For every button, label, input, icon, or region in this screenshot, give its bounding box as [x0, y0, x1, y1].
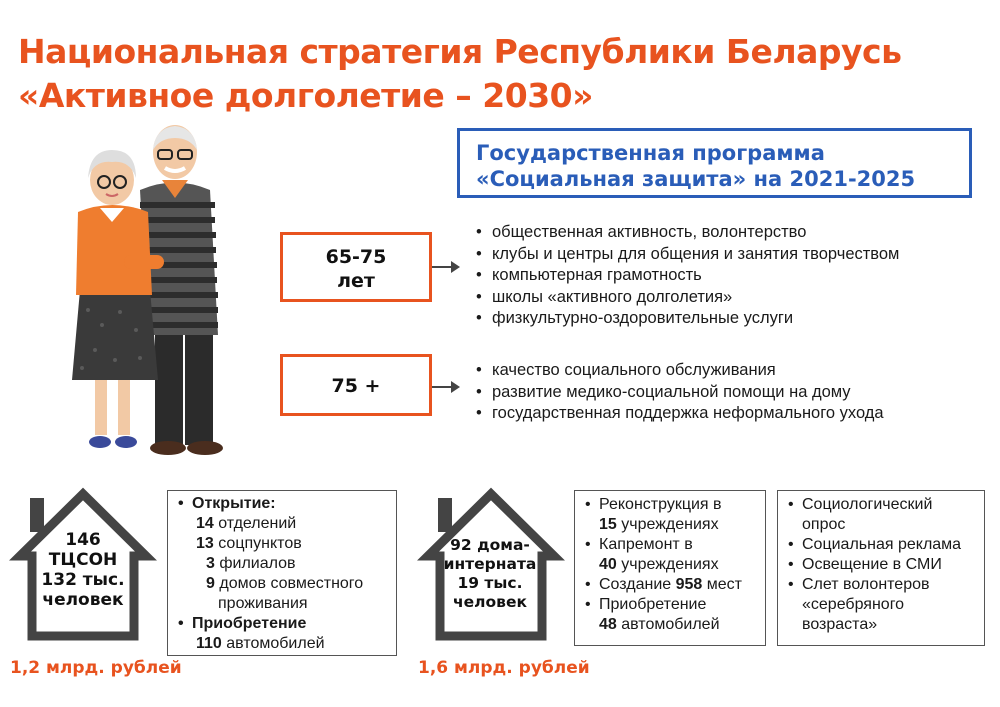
age-group-label-sub: лет [337, 270, 375, 292]
house-1-funding: 1,2 млрд. рублей [10, 658, 182, 678]
box3-item: • Социологический [802, 495, 984, 515]
list-item: • клубы и центры для общения и занятия творчеством [474, 244, 899, 266]
box1-heading-purchase: • Приобретение [192, 614, 396, 634]
list-item: • развитие медико-социальной помощи на дому [474, 382, 884, 404]
box1-text: домов совместного [219, 575, 364, 592]
box1-row [192, 574, 396, 594]
page-title [18, 30, 988, 118]
house-1-type: ТЦСОН [48, 550, 118, 570]
box3-item: возраста» [802, 616, 878, 633]
box3-item: • Слет волонтеров [802, 575, 984, 595]
box2-text: учреждениях [621, 556, 719, 573]
house-1-people: 132 тыс. [41, 570, 125, 590]
box2-row [599, 555, 765, 575]
program-box [457, 128, 972, 198]
age-group-65-75-list [474, 222, 899, 330]
box2-text: мест [706, 576, 743, 593]
title-line-2: «Активное долголетие – 2030» [18, 76, 593, 115]
age-group-label: 65-75 [325, 246, 387, 268]
list-item: • компьютерная грамотность [474, 265, 899, 287]
house-1-count: 146 [65, 530, 101, 550]
house-2-type: интерната [443, 555, 537, 573]
box2-row [599, 575, 765, 595]
box1-heading-opening: • Открытие: [192, 494, 396, 514]
house-2-caption [430, 536, 550, 612]
program-line-2: «Социальная защита» на 2021-2025 [476, 167, 916, 191]
age-group-75-plus-list [474, 360, 884, 425]
title-line-1: Национальная стратегия Республики Беларусь [18, 32, 902, 71]
house-2-count: 92 дома- [450, 536, 530, 554]
box1-text: проживания [218, 595, 308, 612]
info-box-outreach [777, 490, 985, 646]
box1-number: 14 [196, 515, 214, 532]
box3-item: «серебряного [802, 596, 905, 613]
box1-row [192, 534, 396, 554]
age-group-label: 75 + [331, 375, 381, 397]
program-line-1: Государственная программа [476, 141, 825, 165]
list-item: • школы «активного долголетия» [474, 287, 899, 309]
box1-text: отделений [218, 515, 297, 532]
box1-row [192, 514, 396, 534]
box1-text: соцпунктов [218, 535, 302, 552]
house-2-people-unit: человек [453, 593, 527, 611]
house-1-people-unit: человек [42, 590, 124, 610]
box3-item: • Социальная реклама [802, 535, 984, 555]
box1-text: автомобилей [226, 635, 325, 652]
box2-item: • Приобретение [599, 595, 765, 615]
house-2-funding: 1,6 млрд. рублей [418, 658, 590, 678]
list-item: • качество социального обслуживания [474, 360, 884, 382]
list-item: • общественная активность, волонтерство [474, 222, 899, 244]
box2-text: автомобилей [621, 616, 720, 633]
box2-item: • Капремонт в [599, 535, 765, 555]
list-item: • физкультурно-оздоровительные услуги [474, 308, 899, 330]
box2-text: Создание [599, 576, 672, 593]
arrow-right-icon [432, 386, 458, 388]
box1-text: филиалов [219, 555, 296, 572]
info-box-tcson [167, 490, 397, 656]
box3-item: • Освещение в СМИ [802, 555, 984, 575]
box2-item: • Реконструкция в [599, 495, 765, 515]
box2-number: 48 [599, 616, 617, 633]
box2-row [599, 515, 765, 535]
box1-number: 3 [206, 555, 215, 572]
box1-number: 9 [206, 575, 215, 592]
age-group-75-plus-box [280, 354, 432, 416]
list-item: • государственная поддержка неформального ухода [474, 403, 884, 425]
info-box-residential [574, 490, 766, 646]
box1-number: 13 [196, 535, 214, 552]
arrow-right-icon [432, 266, 458, 268]
box2-row [599, 615, 765, 635]
box2-text: учреждениях [621, 516, 719, 533]
box3-item: опрос [802, 516, 846, 533]
house-2-people: 19 тыс. [457, 574, 523, 592]
box1-number: 110 [196, 635, 222, 652]
elderly-couple-illustration [40, 120, 280, 460]
box2-number: 958 [675, 576, 703, 593]
house-1-caption [28, 530, 138, 610]
box2-number: 15 [599, 516, 617, 533]
age-group-65-75-box [280, 232, 432, 302]
box1-row [192, 634, 396, 654]
box2-number: 40 [599, 556, 617, 573]
box1-row [192, 554, 396, 574]
